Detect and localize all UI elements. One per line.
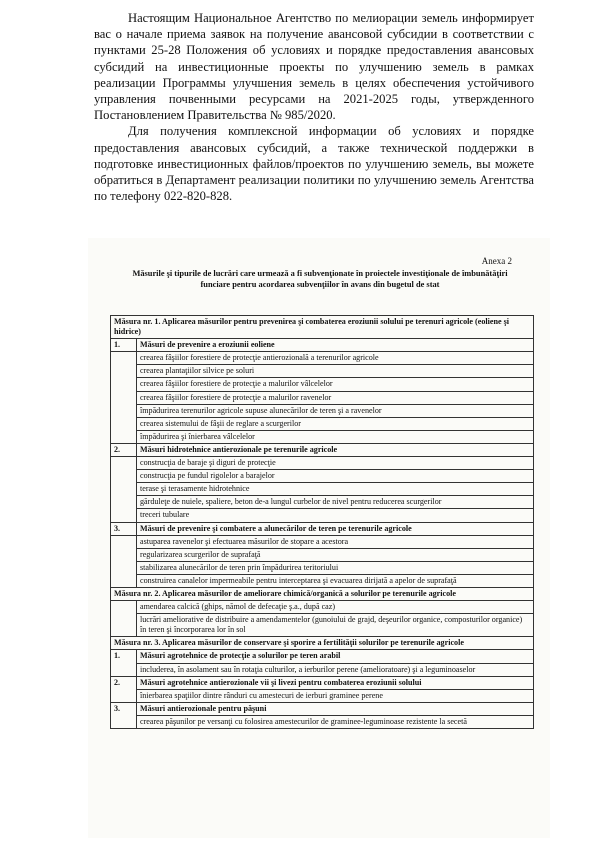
table-row (111, 689, 534, 702)
table-row (111, 548, 534, 561)
table-row (111, 443, 534, 456)
measure-2-title: Măsura nr. 2. Aplicarea măsurilor de ameliorare chimică/organică a solurilor pe terenurile agricole (111, 587, 534, 600)
table-row (111, 417, 534, 430)
table-row (111, 496, 534, 509)
measure-1-header (111, 316, 534, 339)
measures-table (110, 315, 534, 729)
table-row (111, 650, 534, 663)
table-row (111, 574, 534, 587)
table-row (111, 702, 534, 715)
table-row (111, 663, 534, 676)
table-row (111, 614, 534, 637)
list-item: crearea păşunilor pe versanţi cu folosirea amestecurilor de graminee-leguminoase rezistente la secetă (137, 715, 534, 728)
list-item: lucrări ameliorative de distribuire a amendamentelor (gunoiului de grajd, deşeurilor organice, composturilor organice) în teren şi încorporarea lor în sol (137, 614, 534, 637)
group-number: 3. (111, 522, 137, 535)
list-item: crearea sistemului de fâşii de reglare a scurgerilor (137, 417, 534, 430)
group-title: Măsuri hidrotehnice antierozionale pe terenurile agricole (137, 443, 534, 456)
table-row (111, 339, 534, 352)
table-row (111, 483, 534, 496)
group-number: 1. (111, 650, 137, 676)
annex-scan (88, 238, 550, 838)
list-item: crearea plantaţiilor silvice pe soluri (137, 365, 534, 378)
annex-label: Anexa 2 (481, 256, 512, 266)
list-item: crearea fâşiilor forestiere de protecţie a malurilor ravenelor (137, 391, 534, 404)
annex-title: Măsurile şi tipurile de lucrări care urmează a fi subvenţionate în proiectele investiţionale de îmbunătăţiri funciare pentru acordarea subvenţiilor în avans din bugetul de stat (132, 269, 508, 289)
list-item: crearea fâşiilor forestiere de protecţie a malurilor vâlcelelor (137, 378, 534, 391)
list-item: împădurirea şi înierbarea vâlcelelor (137, 430, 534, 443)
table-row (111, 535, 534, 548)
list-item: împădurirea terenurilor agricole supuse alunecărilor de teren şi a ravenelor (137, 404, 534, 417)
list-item: stabilizarea alunecărilor de teren prin împădurirea teritoriului (137, 561, 534, 574)
list-item: treceri tubulare (137, 509, 534, 522)
intro-paragraph-2: Для получения комплексной информации об условиях и порядке предоставления авансовых субсидий, а также технической поддержки в подготовке инвестиционных файлов/проектов по улучшению земель, вы можете обратиться в Департамент реализации политики по улучшению земель Агентства по телефону 022-820-828. (94, 124, 534, 204)
table-row (111, 715, 534, 728)
intro-text (94, 10, 534, 204)
group-number: 2. (111, 676, 137, 702)
table-row (111, 457, 534, 470)
table-row (111, 430, 534, 443)
table-row (111, 365, 534, 378)
group-number: 3. (111, 702, 137, 728)
table-row (111, 378, 534, 391)
table-row (111, 470, 534, 483)
measure-3-header (111, 637, 534, 650)
list-item: înierbarea spaţiilor dintre rânduri cu amestecuri de ierburi graminee perene (137, 689, 534, 702)
table-row (111, 601, 534, 614)
list-item: terase şi terasamente hidrotehnice (137, 483, 534, 496)
group-title: Măsuri agrotehnice antierozionale vii şi livezi pentru combaterea eroziunii solului (137, 676, 534, 689)
table-row (111, 522, 534, 535)
table-row (111, 509, 534, 522)
table-row (111, 561, 534, 574)
list-item: crearea fâşiilor forestiere de protecţie antierozională a terenurilor agricole (137, 352, 534, 365)
group-title: Măsuri de prevenire a eroziunii eoliene (137, 339, 534, 352)
intro-paragraph-1: Настоящим Национальное Агентство по мелиорации земель информирует вас о начале приема заявок на получение авансовой субсидии в соответствии с пунктами 25-28 Положения об условиях и порядке предоставления авансовых субсидий на инвестиционные проекты по улучшению земель в рамках реализации Программы улучшения земель в целях обеспечения устойчивого управления почвенными ресурсами на 2021-2025 годы, утвержденного Постановлением Правительства № 985/2020. (94, 11, 534, 123)
list-item: construirea canalelor impermeabile pentru interceptarea şi evacuarea dirijată a apelor de suprafaţă (137, 574, 534, 587)
list-item: amendarea calcică (ghips, nămol de defecaţie ş.a., după caz) (137, 601, 534, 614)
measure-2-header (111, 587, 534, 600)
measure-1-title: Măsura nr. 1. Aplicarea măsurilor pentru prevenirea şi combaterea eroziunii solului pe terenuri agricole (eoliene şi hidrice) (111, 316, 534, 339)
table-row (111, 352, 534, 365)
group-title: Măsuri de prevenire şi combatere a alunecărilor de teren pe terenurile agricole (137, 522, 534, 535)
table-row (111, 391, 534, 404)
list-item: gărduleţe de nuiele, spaliere, beton de-a lungul curbelor de nivel pentru reducerea scurgerilor (137, 496, 534, 509)
group-title: Măsuri agrotehnice de protecţie a solurilor pe teren arabil (137, 650, 534, 663)
group-number: 2. (111, 443, 137, 456)
group-title: Măsuri antierozionale pentru păşuni (137, 702, 534, 715)
list-item: regularizarea scurgerilor de suprafaţă (137, 548, 534, 561)
list-item: construcţia pe fundul rigolelor a barajelor (137, 470, 534, 483)
measure-3-title: Măsura nr. 3. Aplicarea măsurilor de conservare şi sporire a fertilităţii solurilor pe terenurile agricole (111, 637, 534, 650)
group-number: 1. (111, 339, 137, 352)
table-row (111, 404, 534, 417)
list-item: astuparea ravenelor şi efectuarea măsurilor de stopare a acestora (137, 535, 534, 548)
list-item: construcţia de baraje şi diguri de protecţie (137, 457, 534, 470)
list-item: includerea, în asolament sau în rotaţia culturilor, a ierburilor perene (amelioratoare) şi a leguminoaselor (137, 663, 534, 676)
table-row (111, 676, 534, 689)
